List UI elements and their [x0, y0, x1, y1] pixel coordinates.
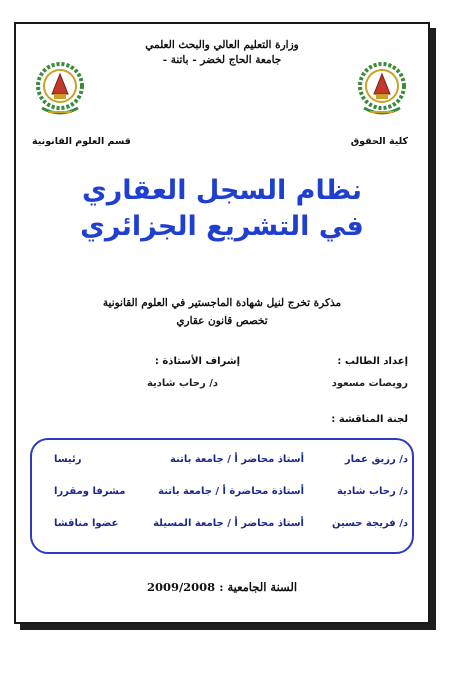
committee-label: لجنة المناقشة : [331, 414, 408, 425]
thesis-title-line-2: في التشريع الجزائري [80, 211, 364, 242]
specialization: تخصص قانون عقاري [176, 315, 268, 327]
committee-member [40, 486, 412, 506]
member-name: د/ فريجة حسين [331, 518, 408, 529]
committee-member [40, 518, 412, 538]
member-role: رئيسا [54, 454, 82, 465]
ministry-name: وزارة التعليم العالي والبحث العلمي [145, 39, 299, 51]
student-label: إعداد الطالب : [337, 356, 408, 367]
university-emblem-icon [356, 60, 408, 120]
thesis-title-line-1: نظام السجل العقاري [81, 175, 363, 206]
ministry-header [106, 38, 338, 68]
committee-member [40, 454, 412, 474]
supervisor-name: د/ رحاب شادية [146, 378, 218, 389]
faculty-name: كلية الحقوق [350, 136, 408, 147]
member-role: عضوا مناقشا [54, 518, 119, 529]
thesis-cover-page [14, 22, 430, 624]
member-name: د/ رحاب شادية [336, 486, 408, 497]
department-name: قسم العلوم القانونية [32, 136, 131, 147]
university-emblem-icon [34, 60, 86, 120]
academic-year [16, 580, 428, 594]
supervisor-label: إشراف الأستاذة : [154, 356, 240, 367]
member-name: د/ رزيق عمار [344, 454, 408, 465]
student-name: رويصات مسعود [331, 378, 408, 389]
member-role: مشرفا ومقررا [54, 486, 126, 497]
degree-statement: مذكرة تخرج لنيل شهادة الماجستير في العلوم القانونية [102, 297, 342, 309]
academic-year-label: السنة الجامعية : [219, 580, 298, 594]
university-name: جامعة الحاج لخضر - باتنة - [162, 54, 282, 66]
member-rank: أستاذ محاضر أ / جامعة باتنة [169, 454, 304, 465]
member-rank: أستاذ محاضر أ / جامعة المسيلة [153, 518, 304, 529]
academic-year-value: 2009/2008 [146, 580, 216, 594]
committee-box [30, 438, 414, 554]
member-rank: أستاذة محاضرة أ / جامعة باتنة [158, 486, 304, 497]
